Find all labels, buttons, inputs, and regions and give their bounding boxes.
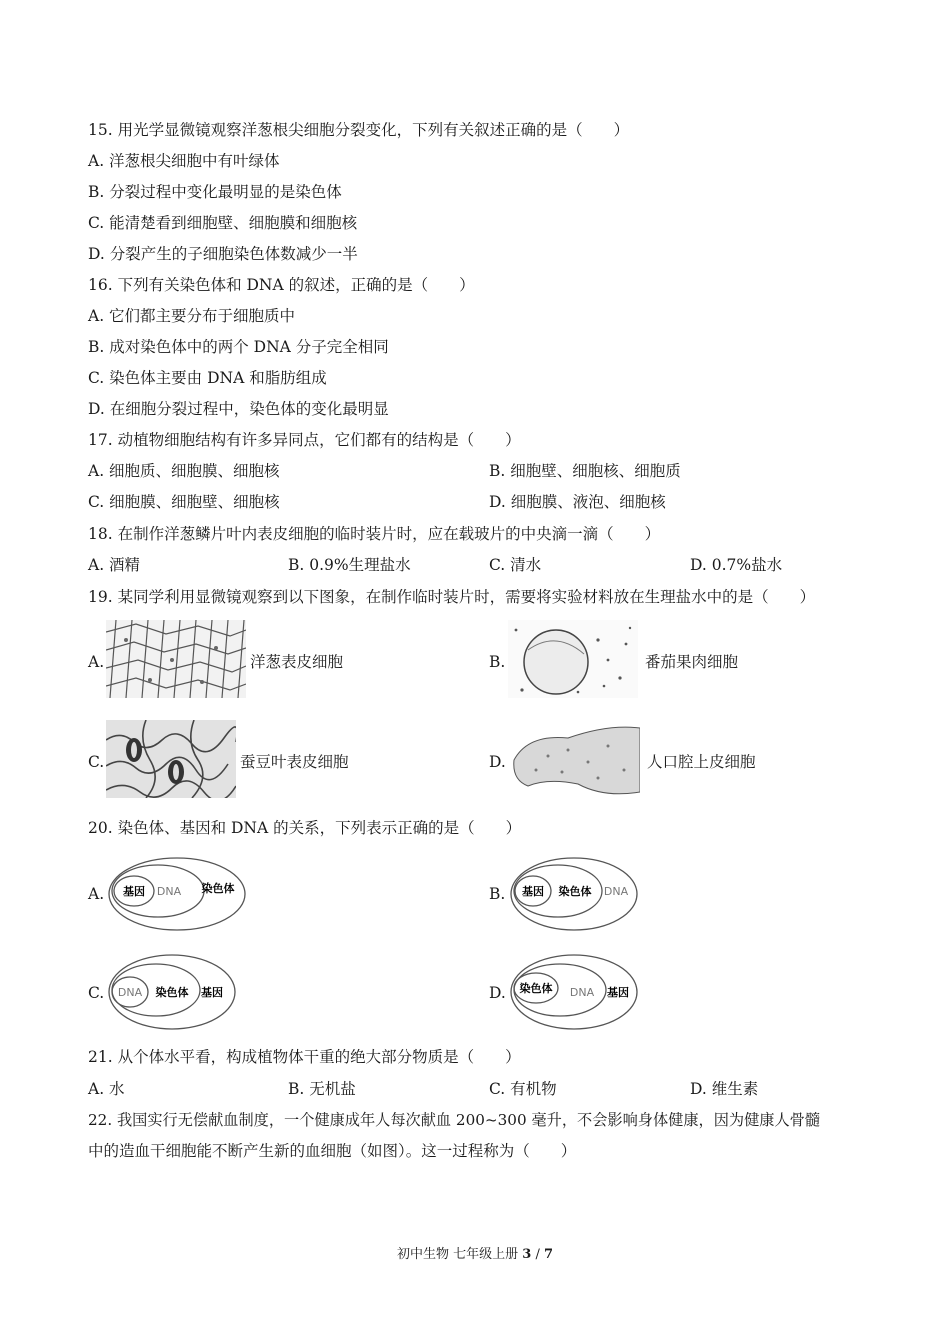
q20-option-d-letter: D. [489,984,506,1002]
q19-option-d-label: 人口腔上皮细胞 [647,753,756,771]
footer-page-number: 3 [522,1247,532,1262]
q19-option-a-letter: A. [88,653,105,671]
page-footer [0,1246,950,1264]
footer-course: 初中生物 七年级上册 [396,1247,519,1262]
q15-option-a: A. 洋葱根尖细胞中有叶绿体 [88,152,280,170]
footer-total-pages: 7 [543,1247,554,1262]
q19-option-b-label: 番茄果肉细胞 [645,653,739,671]
q15-option-c: C. 能清楚看到细胞壁、细胞膜和细胞核 [88,214,358,232]
q16-option-d: D. 在细胞分裂过程中，染色体的变化最明显 [88,400,389,418]
q21-option-b: B. 无机盐 [288,1080,356,1098]
venn-d-mid-label: DNA [569,986,595,999]
venn-option-b [508,855,640,933]
q19-stem: 19. 某同学利用显微镜观察到以下图象，在制作临时装片时，需要将实验材料放在生理盐水中的是（ ） [88,588,816,606]
venn-option-d [508,952,640,1032]
cheek-epithelium-micrograph [508,720,640,798]
venn-a-mid-label: DNA [156,885,182,898]
q19-option-c-label: 蚕豆叶表皮细胞 [240,753,349,771]
q20-option-c-letter: C. [88,984,105,1002]
q19-option-a-label: 洋葱表皮细胞 [250,653,344,671]
q15-stem: 15. 用光学显微镜观察洋葱根尖细胞分裂变化，下列有关叙述正确的是（ ） [88,121,630,139]
q15-option-d: D. 分裂产生的子细胞染色体数减少一半 [88,245,358,263]
q17-option-d: D. 细胞膜、液泡、细胞核 [489,493,666,511]
broad-bean-leaf-micrograph [106,720,236,798]
venn-b-inner-label: 基因 [522,885,544,898]
q16-option-a: A. 它们都主要分布于细胞质中 [88,307,296,325]
footer-separator: / [531,1247,544,1262]
venn-c-inner-label: DNA [117,986,143,999]
venn-d-inner-label: 染色体 [519,982,553,995]
q16-option-b: B. 成对染色体中的两个 DNA 分子完全相同 [88,338,389,356]
venn-d-outer-label: 基因 [607,986,629,999]
venn-c-outer-label: 基因 [201,986,223,999]
q19-option-b-letter: B. [489,653,506,671]
q19-option-c-letter: C. [88,753,105,771]
q20-option-b-letter: B. [489,885,506,903]
q18-option-d: D. 0.7%盐水 [690,556,783,574]
q21-stem: 21. 从个体水平看，构成植物体干重的绝大部分物质是（ ） [88,1048,521,1066]
q16-option-c: C. 染色体主要由 DNA 和脂肪组成 [88,369,327,387]
q18-option-a: A. 酒精 [88,556,141,574]
venn-b-mid-label: 染色体 [558,885,592,898]
q16-stem: 16. 下列有关染色体和 DNA 的叙述，正确的是（ ） [88,276,475,294]
venn-a-outer-label: 染色体 [201,882,235,895]
q20-stem: 20. 染色体、基因和 DNA 的关系，下列表示正确的是（ ） [88,819,522,837]
q18-stem: 18. 在制作洋葱鳞片叶内表皮细胞的临时装片时，应在载玻片的中央滴一滴（ ） [88,525,661,543]
q18-option-b: B. 0.9%生理盐水 [288,556,411,574]
q19-option-d-letter: D. [489,753,506,771]
q21-option-a: A. 水 [88,1080,125,1098]
q20-option-a-letter: A. [88,885,105,903]
venn-b-outer-label: DNA [603,885,629,898]
q21-option-d: D. 维生素 [690,1080,759,1098]
venn-a-inner-label: 基因 [123,885,145,898]
q15-option-b: B. 分裂过程中变化最明显的是染色体 [88,183,342,201]
q22-stem-line2: 中的造血干细胞能不断产生新的血细胞（如图）。这一过程称为（ ） [88,1142,577,1160]
venn-c-mid-label: 染色体 [155,986,189,999]
q17-option-a: A. 细胞质、细胞膜、细胞核 [88,462,280,480]
q22-stem-line1: 22. 我国实行无偿献血制度，一个健康成年人每次献血 200~300 毫升，不会影响身体健康，因为健康人骨髓 [88,1111,821,1129]
q17-stem: 17. 动植物细胞结构有许多异同点，它们都有的结构是（ ） [88,431,521,449]
venn-option-c [106,952,238,1032]
q18-option-c: C. 清水 [489,556,542,574]
onion-epidermis-micrograph [106,620,246,698]
q17-option-c: C. 细胞膜、细胞壁、细胞核 [88,493,280,511]
q17-option-b: B. 细胞壁、细胞核、细胞质 [489,462,681,480]
q21-option-c: C. 有机物 [489,1080,557,1098]
venn-option-a [106,855,248,933]
tomato-pulp-micrograph [508,620,638,698]
